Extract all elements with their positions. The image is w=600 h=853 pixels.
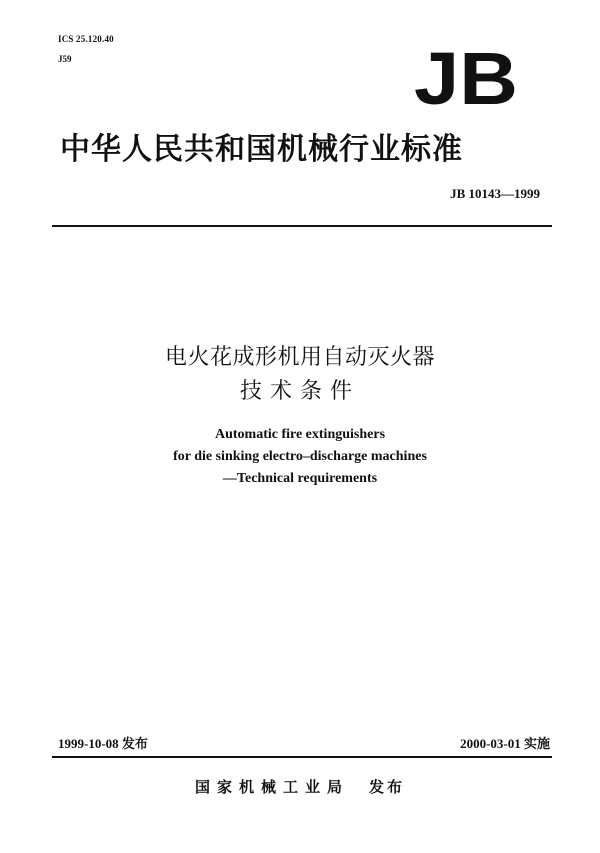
jb-logo-text: JB — [414, 40, 518, 112]
publisher-action: 发布 — [369, 778, 406, 796]
ccs-code: J59 — [58, 54, 72, 64]
publisher-org: 国家机械工业局 — [194, 778, 349, 796]
standard-title: 中华人民共和国机械行业标准 — [60, 132, 463, 167]
title-chinese-line1: 电火花成形机用自动灭火器 — [164, 345, 435, 370]
issue-date: 1999-10-08 发布 — [58, 736, 148, 751]
jb-logo — [412, 40, 520, 112]
standard-number: JB 10143—1999 — [450, 186, 540, 201]
title-chinese-line2: 技术条件 — [239, 379, 360, 404]
title-english-line1: Automatic fire extinguishers — [214, 427, 386, 442]
top-divider — [52, 225, 552, 227]
bottom-divider — [52, 756, 552, 758]
ics-code: ICS 25.120.40 — [58, 34, 114, 44]
publisher-line — [0, 776, 600, 797]
implementation-date: 2000-03-01 实施 — [460, 736, 550, 751]
title-english-line3: —Technical requirements — [222, 471, 378, 486]
title-english-line2: for die sinking electro–discharge machines — [173, 449, 427, 464]
